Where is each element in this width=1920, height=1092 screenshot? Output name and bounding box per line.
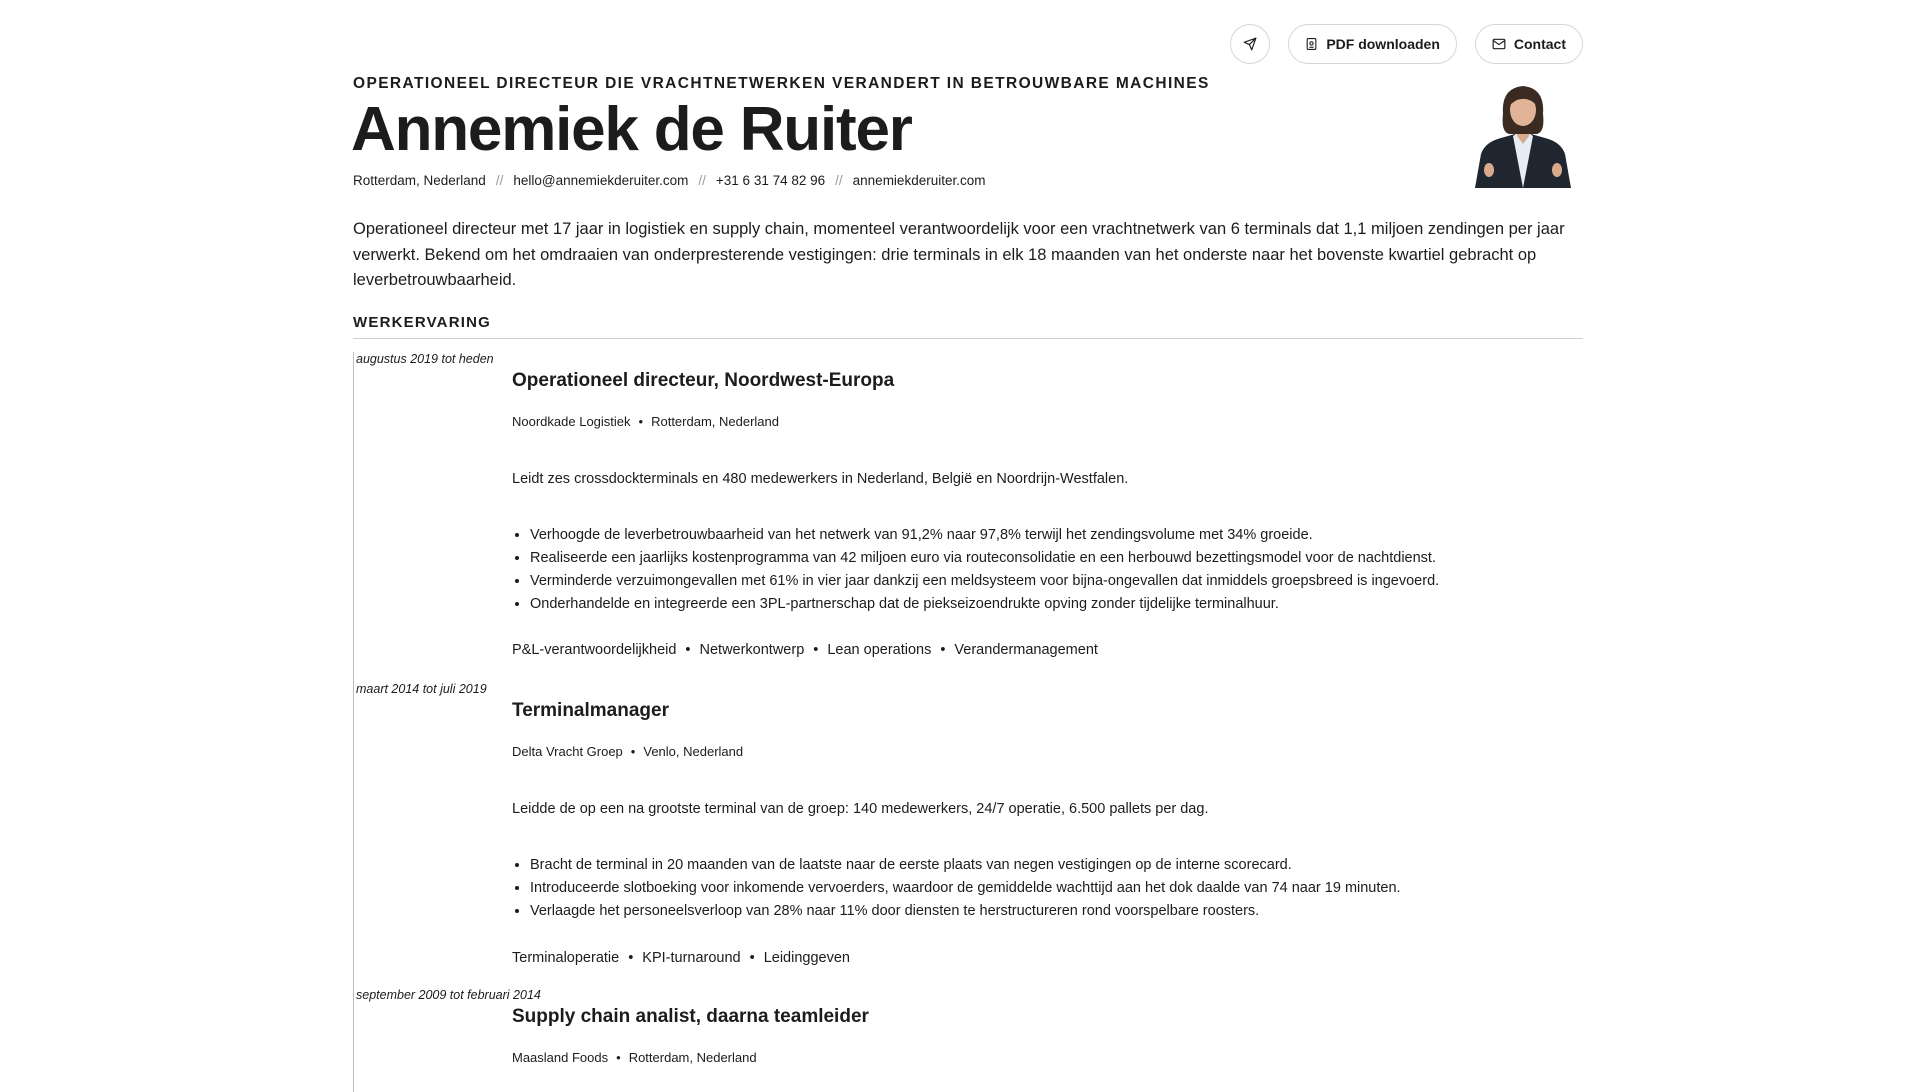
bullet-separator: • [638,414,644,429]
skill-tag: Lean operations [827,642,932,658]
bullet-separator: • [616,1050,621,1065]
contact-line [353,173,985,188]
list-item: • Onderhandelde en integreerde een 3PL-partnerschap dat de piekseizoendrukte opving zonder tijdelijke terminalhuur. [530,593,1439,616]
list-item: • Bracht de terminal in 20 maanden van de laatste naar de eerste plaats van negen vestigingen op de interne scorecard. [530,854,1401,877]
pdf-download-button[interactable] [1288,24,1457,64]
skill-tag: Leidinggeven [763,950,850,966]
job-achievements [512,524,1439,616]
tagline: OPERATIONEEL DIRECTEUR DIE VRACHTNETWERKEN VERANDERT IN BETROUWBARE MACHINES [353,75,1210,92]
pdf-download-label: PDF downloaden [1326,36,1440,52]
job-entry [353,352,1583,672]
job-meta [512,744,743,759]
job-location: Rotterdam, Nederland [628,1050,757,1065]
job-meta [512,414,779,429]
skill-tag: Verandermanagement [954,642,1098,658]
avatar [1471,84,1575,188]
document-icon [1305,37,1318,51]
job-entry [353,988,1583,1080]
contact-button[interactable] [1475,24,1583,64]
section-title-experience: WERKERVARING [353,314,492,331]
job-location: Venlo, Nederland [643,744,744,759]
list-item: • Verminderde verzuimongevallen met 61% in vier jaar dankzij een meldsysteem voor bijna-ongevallen dat inmiddels groepsbreed is ingevoerd. [530,570,1439,593]
website-link[interactable]: annemiekderuiter.com [852,173,986,188]
bullet-separator: • [685,642,691,658]
mail-icon [1492,38,1506,50]
job-meta [512,1050,757,1065]
job-location: Rotterdam, Nederland [651,414,779,429]
phone-link[interactable]: +31 6 31 74 82 96 [715,173,826,188]
list-item: • Introduceerde slotboeking voor inkomende vervoerders, waardoor de gemiddelde wachttijd aan het dok daalde van 74 naar 19 minuten. [530,877,1401,900]
job-date: september 2009 tot februari 2014 [356,988,541,1002]
job-description: Leidt zes crossdockterminals en 480 medewerkers in Nederland, België en Noordrijn-Westfalen. [512,471,1129,487]
job-title: Operationeel directeur, Noordwest-Europa [512,370,895,391]
job-skills [512,642,1098,658]
contact-label: Contact [1513,36,1566,52]
bullet-separator: • [630,744,636,759]
job-company: Maasland Foods [512,1050,609,1065]
summary: Operationeel directeur met 17 jaar in logistiek en supply chain, momenteel verantwoordelijk voor een vrachtnetwerk van 6 terminals dat 1,1 miljoen zendingen per jaar verwerkt. Bekend om het omdraaien van onderpresterende vestigingen: drie terminals in elk 18 maanden van het onderste naar het bovenste kwartiel gebracht op leverbetrouwbaarheid. [353,220,1565,289]
job-title: Terminalmanager [512,700,669,721]
bullet-separator: • [749,950,755,966]
send-icon [1243,37,1257,51]
resume-page [353,0,1583,1080]
toolbar [1230,24,1583,64]
separator: // [698,173,706,188]
section-divider [353,338,1583,339]
list-item: • Verhoogde de leverbetrouwbaarheid van het netwerk van 91,2% naar 97,8% terwijl het zendingsvolume met 34% groeide. [530,524,1439,547]
bullet-separator: • [628,950,634,966]
job-title: Supply chain analist, daarna teamleider [512,1006,869,1027]
job-achievements [512,854,1401,923]
job-description: Leidde de op een na grootste terminal van de groep: 140 medewerkers, 24/7 operatie, 6.500 pallets per dag. [512,801,1209,817]
separator: // [835,173,843,188]
location: Rotterdam, Nederland [353,173,486,188]
email-link[interactable]: hello@annemiekderuiter.com [513,173,689,188]
job-company: Delta Vracht Groep [512,744,623,759]
job-entry [353,682,1583,982]
skill-tag: Netwerkontwerp [699,642,805,658]
job-skills [512,950,850,966]
share-button[interactable] [1230,24,1270,64]
job-date: maart 2014 tot juli 2019 [356,682,487,696]
separator: // [495,173,504,188]
skill-tag: KPI-turnaround [642,950,741,966]
job-company: Noordkade Logistiek [512,414,631,429]
job-date: augustus 2019 tot heden [356,352,494,366]
bullet-separator: • [813,642,819,658]
skill-tag: P&L-verantwoordelijkheid [512,642,677,658]
bullet-separator: • [940,642,946,658]
list-item: • Realiseerde een jaarlijks kostenprogramma van 42 miljoen euro via routeconsolidatie en een herbouwd bezettingsmodel voor de nachtdienst. [530,547,1439,570]
skill-tag: Terminaloperatie [512,950,620,966]
list-item: • Verlaagde het personeelsverloop van 28% naar 11% door diensten te herstructureren rond voorspelbare roosters. [530,900,1401,923]
page-title: Annemiek de Ruiter [351,95,912,164]
